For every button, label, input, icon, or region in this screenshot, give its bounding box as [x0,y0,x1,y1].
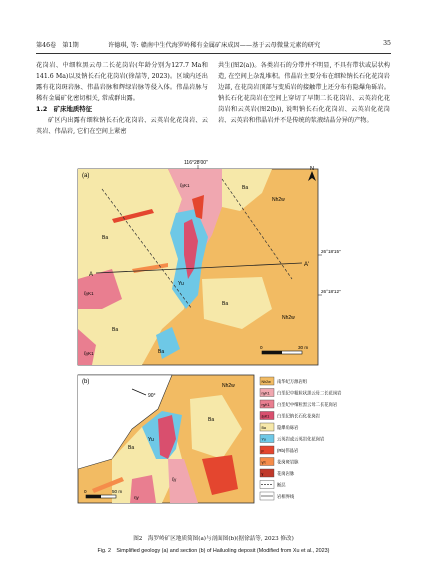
paragraph: 矿区内出露有细粒钠长石化花岗岩、云英岩化花岗岩、云英岩、伟晶岩, 它们在空间上紧密 [36,117,208,135]
scale-zero: 0 [260,345,263,350]
section-heading: 1.2 矿床地质特征 [36,105,93,113]
legend-label: 花岗岩脉 [277,471,295,476]
legend-label: 隐爆角砾岩 [277,425,299,430]
unit-label: Ba [158,349,165,355]
running-header [36,40,391,52]
legend-code: Ba [261,426,266,430]
legend-label: 花岗斑岩脉 [277,459,299,465]
lat-label: 26°18′12″ [321,289,341,294]
unit-label: Nh2w [272,197,285,203]
running-title: 许德琪, 等: 赣南中生代海罗岭稀有金属矿床成因——基于云母微量元素的研究 [108,42,321,49]
legend-code: Yu [261,437,266,442]
scale-bar-fill [86,495,101,498]
unit-label: Ba [208,417,215,423]
legend-code: p [261,449,264,453]
scale-end: 50 m [112,489,123,494]
legend-code: ξγK1 [261,414,270,419]
page-number: 35 [383,40,391,47]
figure-caption-cn: 图2 海罗岭矿区地质简图(a)与剖面图(b)(据徐喆等, 2023 修改) [133,536,294,542]
unit-label: Ba [102,235,109,241]
legend-code: γ [261,472,264,476]
section-start-label: A [89,272,94,278]
right-column [218,60,390,126]
unit-label: Ba [112,327,119,333]
north-label: N [310,166,314,172]
section-end-label: A' [304,262,310,268]
unit-label: ξγK1 [84,351,94,356]
header-rule [36,53,391,54]
legend [260,377,342,500]
legend-code: Nh2w [261,380,271,384]
section-panel-b [78,375,254,503]
unit-label: Ba [242,185,249,191]
legend-label: (Rb)伟晶岩 [277,448,299,453]
dip-label: 90° [148,393,156,399]
map-panel-a [78,160,341,365]
journal-volume: 第46卷 第1期 [36,42,79,49]
legend-code: ηγK1 [261,403,270,407]
lon-label: 116°28′00″ [184,160,208,166]
legend-label: 白垩纪钠长石化花岗岩 [277,413,320,419]
legend-label: 云英岩或云英岩化花岗岩 [277,436,325,442]
scale-end: 30 m [298,345,309,350]
scale-bar-fill [262,351,282,354]
geology-figure [72,159,352,523]
legend-label: 白垩纪中粗粒状黑云母二长花岗岩 [277,390,342,396]
unit-label: ξγK1 [180,183,190,188]
figure-caption-en: Fig. 2 Simplified geology (a) and section (b) of Hailuoling deposit (Modified from Xu et al., 2023) [97,548,330,554]
unit-label: ξγK1 [84,291,94,296]
legend-label: 南华纪万源岩组 [277,379,308,384]
legend-code: γπ [261,460,266,465]
left-column [36,60,208,137]
unit-label: Ba [128,445,135,451]
unit-label: Yu [178,281,184,287]
unit-label: ηγ [134,495,139,500]
figure-svg [72,159,352,523]
panel-label: (a) [82,173,90,179]
legend-label: 断层 [277,482,286,488]
unit-label: ξγ [172,477,177,482]
legend-code: ηγK1 [261,391,270,396]
unit-label: Yu [148,437,154,443]
paragraph: 花岗岩、中细粒黑云母二长花岗岩(年龄分别为127.7 Ma和141.6 Ma)以及钠长石化花岗岩(徐喆等, 2023)。区域内还出露有花岗斑岩脉、伟晶岩脉和辉绿岩脉等侵入体。伟晶岩脉与稀有金属矿化密切相关, 常成群出露。 [36,62,208,102]
paragraph: 共生(图2(a))。各类岩石的分带并不明显, 不具有带状或层状构造, 在空间上杂乱堆积。伟晶岩主要分布在细粒钠长石化花岗岩边部, 在花岗岩顶部与变质岩的接触带上还分布有隐爆角砾岩。钠长石化花岗岩在空间上穿切了早期二长花岗岩、云英岩化花岗岩和云英岩(图2(b)), 说明钠长石化花岗岩、云英岩化花岗岩、云英岩和伟晶岩并不是传统的浆液结晶分异的产物。 [218,62,390,124]
legend-label: 岩相界线 [277,494,295,499]
scale-zero: 0 [84,489,87,494]
unit-label: Nh2w [282,315,295,321]
legend-label: 白垩纪中细粒黑云母二长花岗岩 [277,402,338,407]
unit-label: Nh2w [222,383,235,389]
panel-label: (b) [82,379,90,385]
lat-label: 26°18′15″ [321,249,341,254]
unit-label: Ba [222,301,229,307]
